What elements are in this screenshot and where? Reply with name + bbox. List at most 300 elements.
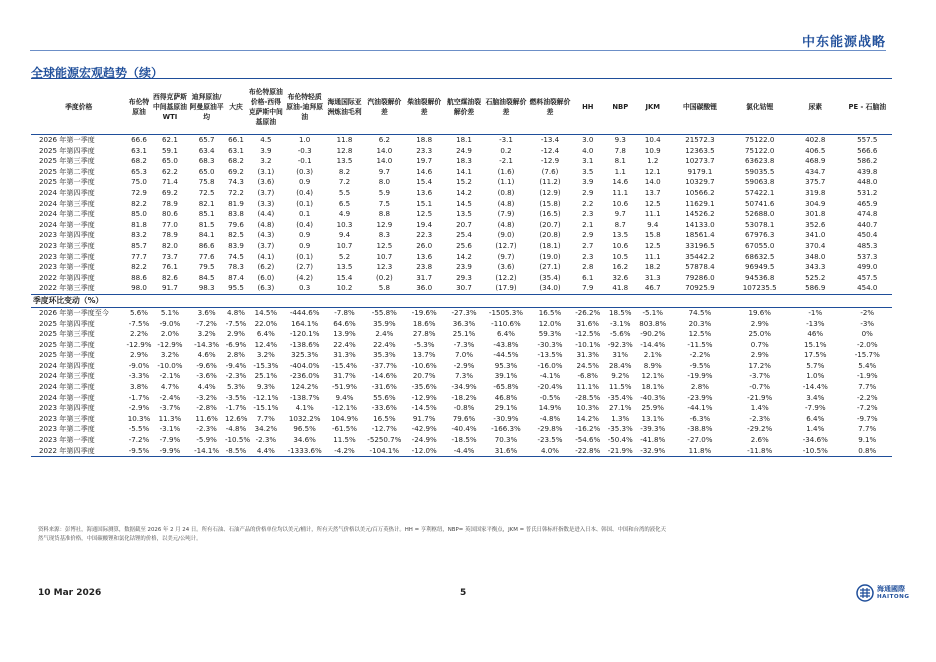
table-cell: 1.0 — [299, 135, 311, 144]
table-cell: -120.1% — [289, 329, 320, 339]
table-cell: 41.8 — [612, 283, 629, 293]
table-cell: 9.7 — [614, 209, 626, 219]
table-cell: 46.7 — [644, 283, 661, 293]
table-cell: 94536.8 — [745, 272, 775, 282]
table-cell: 566.6 — [857, 145, 878, 155]
table-cell: 434.7 — [805, 166, 826, 176]
table-cell: -30.3% — [537, 339, 563, 349]
table-cell: -12.1% — [331, 403, 358, 413]
table-cell: 2.8% — [226, 350, 245, 360]
column-header: 布伦特原油 — [126, 79, 151, 135]
table-cell: -41.8% — [640, 435, 666, 445]
table-cell: (3.6) — [257, 177, 275, 187]
table-cell: 10.4 — [644, 135, 661, 144]
table-cell: -40.3% — [640, 392, 666, 402]
table-cell: -2.3% — [196, 424, 217, 434]
table-cell: 59063.8 — [745, 177, 775, 187]
row-label: 2023 年第二季度 — [39, 251, 95, 261]
table-cell: (4.1) — [257, 251, 275, 261]
table-cell: 14.2 — [456, 251, 472, 261]
table-cell: -34.6% — [802, 435, 828, 445]
table-cell: 6.5 — [338, 198, 351, 208]
table-cell: 439.8 — [857, 166, 878, 176]
table-cell: 5.5 — [338, 187, 351, 197]
table-cell: 10.7 — [376, 251, 393, 261]
table-row — [31, 424, 892, 435]
table-cell: 79.5 — [198, 262, 215, 272]
table-cell: (6.0) — [257, 272, 275, 282]
table-row — [31, 403, 892, 414]
table-cell: 15.1 — [416, 198, 433, 208]
table-cell: 20.3% — [688, 318, 712, 328]
table-cell: 5.2 — [338, 251, 351, 261]
table-cell: 557.5 — [857, 135, 878, 144]
table-cell: 13.9% — [333, 329, 356, 339]
table-row — [31, 307, 892, 318]
table-cell: 25.1% — [452, 329, 476, 339]
table-cell: 15.2 — [456, 177, 472, 187]
table-cell: -3.5% — [225, 392, 247, 402]
table-cell: 0% — [861, 329, 873, 339]
table-cell: 33196.5 — [685, 240, 715, 250]
table-cell: 11.3% — [158, 413, 182, 423]
table-cell: -23.9% — [687, 392, 713, 402]
table-row — [31, 230, 892, 241]
table-cell: -7.9% — [805, 403, 826, 413]
table-cell: -23.5% — [537, 435, 563, 445]
table-cell: 17.2% — [748, 360, 771, 370]
table-cell: 21572.3 — [685, 135, 715, 144]
row-label: 2024 年第三季度 — [39, 198, 95, 208]
table-cell: 71.4 — [162, 177, 178, 187]
table-cell: 13.5 — [336, 262, 353, 272]
table-cell: -7.3% — [453, 339, 475, 349]
table-cell: 10273.7 — [685, 156, 715, 166]
table-header-row — [31, 79, 892, 135]
table-cell: 7.5 — [378, 198, 390, 208]
table-cell: 68.2 — [228, 156, 244, 166]
table-cell: 3.2% — [256, 350, 275, 360]
table-cell: 16.5% — [538, 307, 562, 317]
table-cell: 35.3% — [373, 350, 396, 360]
table-cell: -11.5% — [687, 339, 713, 349]
table-cell: -3.3% — [128, 371, 150, 381]
table-cell: 23.3 — [416, 145, 433, 155]
table-cell: 7.0% — [455, 350, 474, 360]
table-cell: -138.7% — [289, 392, 320, 402]
row-label: 2023 年第一季度 — [39, 435, 95, 445]
table-cell: 31.3% — [333, 350, 356, 360]
table-cell: -3.1 — [499, 135, 513, 144]
table-cell: 803.8% — [639, 318, 667, 328]
table-cell: -3% — [860, 318, 875, 328]
table-cell: 11.1 — [644, 251, 661, 261]
table-cell: 13.5 — [456, 209, 472, 219]
table-cell: 2.4% — [375, 329, 394, 339]
table-cell: 12.5 — [644, 198, 661, 208]
table-cell: -30.9% — [493, 413, 519, 423]
table-cell: 11629.1 — [685, 198, 715, 208]
table-row — [31, 414, 892, 425]
table-row — [31, 241, 892, 252]
table-cell: (7.6) — [541, 166, 559, 176]
table-cell: 6.4% — [496, 329, 515, 339]
table-cell: 11.8 — [336, 135, 353, 144]
table-cell: 348.0 — [805, 251, 826, 261]
column-header: 中国碳酸锂 — [668, 79, 731, 135]
row-label: 2022 年第三季度 — [39, 283, 95, 293]
table-row — [31, 371, 892, 382]
table-cell: 78.3 — [228, 262, 244, 272]
table-cell: -18.2% — [451, 392, 477, 402]
table-cell: 12.1% — [641, 371, 665, 381]
table-cell: -7.2% — [196, 318, 217, 328]
table-cell: 5.3% — [226, 382, 245, 392]
table-cell: 72.2 — [228, 187, 244, 197]
data-table — [31, 78, 892, 457]
table-cell: 0.9 — [299, 177, 311, 187]
table-cell: 70925.9 — [685, 283, 715, 293]
table-cell: 2.9% — [129, 350, 149, 360]
table-cell: 6.4% — [806, 413, 825, 423]
table-cell: 0.3 — [299, 283, 311, 293]
table-cell: 12.0% — [538, 318, 562, 328]
table-cell: (1.6) — [497, 166, 515, 176]
table-cell: 7.7% — [858, 424, 877, 434]
table-cell: 83.9 — [228, 240, 244, 250]
table-cell: 18.6% — [412, 318, 436, 328]
table-cell: 75122.0 — [745, 145, 775, 155]
table-cell: 9.3% — [256, 382, 275, 392]
table-cell: 86.6 — [198, 240, 215, 250]
table-cell: 10.2 — [336, 283, 353, 293]
row-label: 2026 年第一季度至今 — [39, 307, 109, 317]
table-cell: -34.9% — [451, 382, 477, 392]
table-cell: 8.8 — [378, 209, 390, 219]
table-cell: 65.0 — [162, 156, 178, 166]
table-cell: 25.4 — [456, 230, 472, 240]
table-cell: 3.4% — [806, 392, 825, 402]
table-cell: 25.9% — [641, 403, 665, 413]
table-cell: 12.5 — [376, 240, 393, 250]
table-cell: 32.6 — [612, 272, 629, 282]
row-label: 2023 年第二季度 — [39, 424, 95, 434]
row-label: 2025 年第二季度 — [39, 166, 95, 176]
table-cell: 22.4% — [373, 339, 396, 349]
table-cell: -10.5% — [788, 446, 843, 457]
table-cell: -2% — [860, 307, 875, 317]
table-cell: 18561.4 — [685, 230, 715, 240]
row-label: 2024 年第四季度 — [39, 187, 95, 197]
table-cell: 14.2% — [576, 413, 600, 423]
table-cell: 28.4% — [608, 360, 632, 370]
table-cell: 12.3 — [376, 262, 393, 272]
table-cell: 2.0% — [160, 329, 179, 339]
table-cell: -166.3% — [491, 424, 521, 434]
table-cell: 499.0 — [857, 262, 878, 272]
table-row — [31, 262, 892, 273]
table-cell: 6.4% — [256, 329, 275, 339]
table-cell: (0.3) — [296, 166, 314, 176]
table-cell: 14.0 — [376, 145, 393, 155]
table-cell: -14.4% — [640, 339, 666, 349]
table-cell: -5.1% — [642, 307, 664, 317]
table-row — [31, 252, 892, 263]
table-cell: 13.6 — [416, 187, 433, 197]
table-cell: 65.3 — [131, 166, 147, 176]
table-cell: -12.5% — [575, 329, 601, 339]
table-cell: 69.2 — [162, 187, 178, 197]
table-cell: 18.3 — [456, 156, 472, 166]
table-cell: -18.5% — [451, 435, 477, 445]
table-cell: 46.8% — [494, 392, 518, 402]
table-cell: 18.2 — [644, 262, 661, 272]
table-cell: 53078.1 — [745, 219, 775, 229]
table-cell: 2.1% — [643, 350, 662, 360]
row-label: 2023 年第三季度 — [39, 413, 95, 423]
table-cell: -44.1% — [687, 403, 713, 413]
table-cell: -4.8% — [539, 413, 561, 423]
table-cell: -16.0% — [537, 360, 563, 370]
table-cell: 8.1 — [614, 156, 626, 166]
row-label: 2025 年第四季度 — [39, 318, 95, 328]
table-cell: -9.5% — [689, 360, 711, 370]
table-cell: -50.4% — [607, 435, 633, 445]
table-cell: 13.7% — [412, 350, 436, 360]
table-cell: 27.1% — [608, 403, 632, 413]
table-row — [31, 188, 892, 199]
table-cell: 35442.2 — [685, 251, 715, 261]
table-row — [31, 273, 892, 284]
table-cell: 3.9 — [582, 177, 594, 187]
table-cell: 485.3 — [857, 240, 878, 250]
table-cell: 9.7 — [378, 166, 390, 176]
table-cell: -51.9% — [331, 382, 358, 392]
table-cell: -4.2% — [325, 446, 365, 457]
table-cell: 11.1% — [576, 382, 600, 392]
table-cell: 1.3% — [611, 413, 630, 423]
table-cell: (3.7) — [257, 187, 275, 197]
table-cell: -61.5% — [331, 424, 358, 434]
logo-text-en: HAITONG — [877, 594, 910, 600]
table-cell: 5.8 — [378, 283, 390, 293]
table-cell: 14.5% — [254, 307, 278, 317]
table-cell: (6.2) — [257, 262, 275, 272]
table-cell: 22.0% — [254, 318, 278, 328]
table-cell: 2.7 — [582, 240, 594, 250]
row-label: 2023 年第四季度 — [39, 230, 95, 240]
table-cell: 35.9% — [373, 318, 396, 328]
table-cell: (6.3) — [257, 283, 275, 293]
table-cell: (3.6) — [497, 262, 515, 272]
table-cell: -43.8% — [493, 339, 519, 349]
table-cell: 74.3 — [228, 177, 244, 187]
table-cell: 91.7% — [412, 413, 436, 423]
table-cell: 2.1 — [582, 219, 594, 229]
table-cell: 457.5 — [857, 272, 878, 282]
table-row — [31, 319, 892, 330]
table-cell: -7.8% — [334, 307, 355, 317]
table-cell: 65.0 — [198, 166, 215, 176]
table-cell: -9.9% — [152, 446, 189, 457]
table-row — [31, 220, 892, 231]
table-cell: -3.1% — [159, 424, 181, 434]
table-cell: 13.5 — [336, 156, 353, 166]
table-cell: -31.6% — [371, 382, 397, 392]
table-cell: -1.7% — [225, 403, 247, 413]
table-cell: 31.6% — [484, 446, 528, 457]
table-cell: 67055.0 — [745, 240, 775, 250]
table-cell: (4.8) — [257, 219, 275, 229]
table-cell: -29.8% — [537, 424, 563, 434]
table-cell: 77.6 — [198, 251, 215, 261]
table-cell: 3.1 — [582, 156, 594, 166]
table-row — [31, 146, 892, 157]
table-cell: -110.6% — [491, 318, 521, 328]
table-cell: -9.0% — [159, 318, 181, 328]
table-cell: 57422.1 — [745, 187, 775, 197]
table-cell: -15.1% — [253, 403, 279, 413]
table-cell: 9.3 — [614, 135, 626, 144]
table-cell: 586.9 — [805, 283, 826, 293]
table-cell: -12.1% — [253, 392, 279, 402]
table-cell: 84.1 — [198, 230, 215, 240]
table-cell: 11.6% — [195, 413, 218, 423]
row-label: 2025 年第三季度 — [39, 156, 95, 166]
table-cell: 34.2% — [254, 424, 278, 434]
table-cell: 18.1 — [456, 135, 472, 144]
table-cell: 18.1% — [641, 382, 665, 392]
table-cell: 76.1 — [162, 262, 178, 272]
table-cell: 15.4 — [416, 177, 433, 187]
table-cell: (15.8) — [539, 198, 561, 208]
table-cell: 1.4% — [750, 403, 769, 413]
table-cell: 70.3% — [494, 435, 518, 445]
table-cell: 50741.6 — [745, 198, 775, 208]
column-header: 柴油裂解价差 — [404, 79, 444, 135]
table-cell: 36.0 — [416, 283, 433, 293]
table-cell: 29.3 — [456, 272, 472, 282]
table-cell: -1.7% — [128, 392, 150, 402]
row-label: 2023 年第四季度 — [39, 403, 95, 413]
table-cell: 448.0 — [857, 177, 878, 187]
table-cell: -2.3% — [225, 371, 247, 381]
table-cell: 1.0% — [806, 371, 825, 381]
table-cell: 12.8 — [336, 145, 353, 155]
table-cell: (0.1) — [296, 251, 314, 261]
table-cell: -29.2% — [747, 424, 773, 434]
table-cell: 82.2 — [131, 262, 147, 272]
table-cell: 64.6% — [333, 318, 356, 328]
table-cell: -12.4 — [540, 145, 560, 155]
table-cell: 9.2% — [611, 371, 630, 381]
table-cell: -7.5% — [225, 318, 247, 328]
table-cell: -3.6% — [196, 371, 217, 381]
table-cell: -9.0% — [128, 360, 150, 370]
table-cell: 406.5 — [805, 145, 826, 155]
table-cell: -3.7% — [159, 403, 181, 413]
table-cell: 8.7 — [614, 219, 626, 229]
table-cell: 468.9 — [805, 156, 826, 166]
table-cell: -54.6% — [575, 435, 601, 445]
table-cell: 10.3 — [336, 219, 353, 229]
table-cell: 15.8 — [644, 230, 661, 240]
table-cell: 30.7 — [456, 283, 472, 293]
table-cell: 20.7% — [412, 371, 436, 381]
table-cell: 2.2% — [129, 329, 149, 339]
row-label: 2024 年第一季度 — [39, 392, 95, 402]
table-cell: 17.5% — [804, 350, 827, 360]
table-cell: -16.2% — [575, 424, 601, 434]
data-table-container — [31, 78, 892, 457]
table-cell: 23.8 — [416, 262, 433, 272]
table-cell: -10.0% — [157, 360, 183, 370]
table-cell: -33.6% — [371, 403, 397, 413]
table-cell: -12.9% — [157, 339, 183, 349]
table-cell: 75.8 — [198, 177, 215, 187]
table-cell: 98.3 — [198, 283, 215, 293]
table-cell: 77.0 — [162, 219, 178, 229]
table-cell: 0.8% — [843, 446, 892, 457]
table-cell: -404.0% — [289, 360, 320, 370]
table-cell: 79286.0 — [685, 272, 715, 282]
table-cell: -4.8% — [225, 424, 247, 434]
table-cell: 1.2 — [647, 156, 659, 166]
table-cell: 474.8 — [857, 209, 878, 219]
table-cell: 14.2 — [456, 187, 472, 197]
table-cell: 15.4 — [336, 272, 353, 282]
table-cell: 164.1% — [291, 318, 319, 328]
row-label: 2022 年第四季度 — [31, 446, 126, 457]
row-label: 2025 年第二季度 — [39, 339, 95, 349]
brand-title: 中东能源战略 — [801, 35, 886, 50]
table-cell: -44.5% — [493, 350, 519, 360]
table-row — [31, 209, 892, 220]
table-cell: 2.3 — [582, 209, 594, 219]
page-title: 全球能源宏观趋势（续） — [31, 66, 164, 80]
table-row — [31, 199, 892, 210]
table-cell: -35.4% — [607, 392, 633, 402]
table-row — [31, 167, 892, 178]
table-cell: -12.7% — [371, 424, 397, 434]
table-cell: (12.2) — [495, 272, 517, 282]
table-cell: 9.4 — [647, 219, 659, 229]
table-cell: 10.3% — [576, 403, 600, 413]
table-cell: -6.8% — [577, 371, 599, 381]
table-cell: 4.1% — [295, 403, 314, 413]
table-cell: -35.6% — [411, 382, 437, 392]
table-cell: -9.7% — [856, 413, 878, 423]
table-cell: 2.9% — [750, 318, 769, 328]
table-cell: 14526.2 — [685, 209, 715, 219]
table-cell: -236.0% — [289, 371, 320, 381]
table-cell: -2.8% — [196, 403, 217, 413]
table-cell: -2.2% — [856, 392, 878, 402]
table-cell: 62.2 — [162, 166, 178, 176]
table-row — [31, 283, 892, 294]
table-cell: 81.9 — [228, 198, 244, 208]
table-cell: 85.1 — [198, 209, 215, 219]
table-cell: -2.3% — [749, 413, 771, 423]
table-cell: 63.4 — [198, 145, 215, 155]
table-cell: 8.3 — [378, 230, 390, 240]
row-label: 2024 年第二季度 — [39, 209, 95, 219]
table-cell: 12.5 — [644, 240, 661, 250]
table-cell: 7.7% — [256, 413, 275, 423]
table-cell: 12363.5 — [685, 145, 715, 155]
table-cell: 7.7% — [858, 382, 877, 392]
table-cell: 2.9% — [750, 350, 769, 360]
